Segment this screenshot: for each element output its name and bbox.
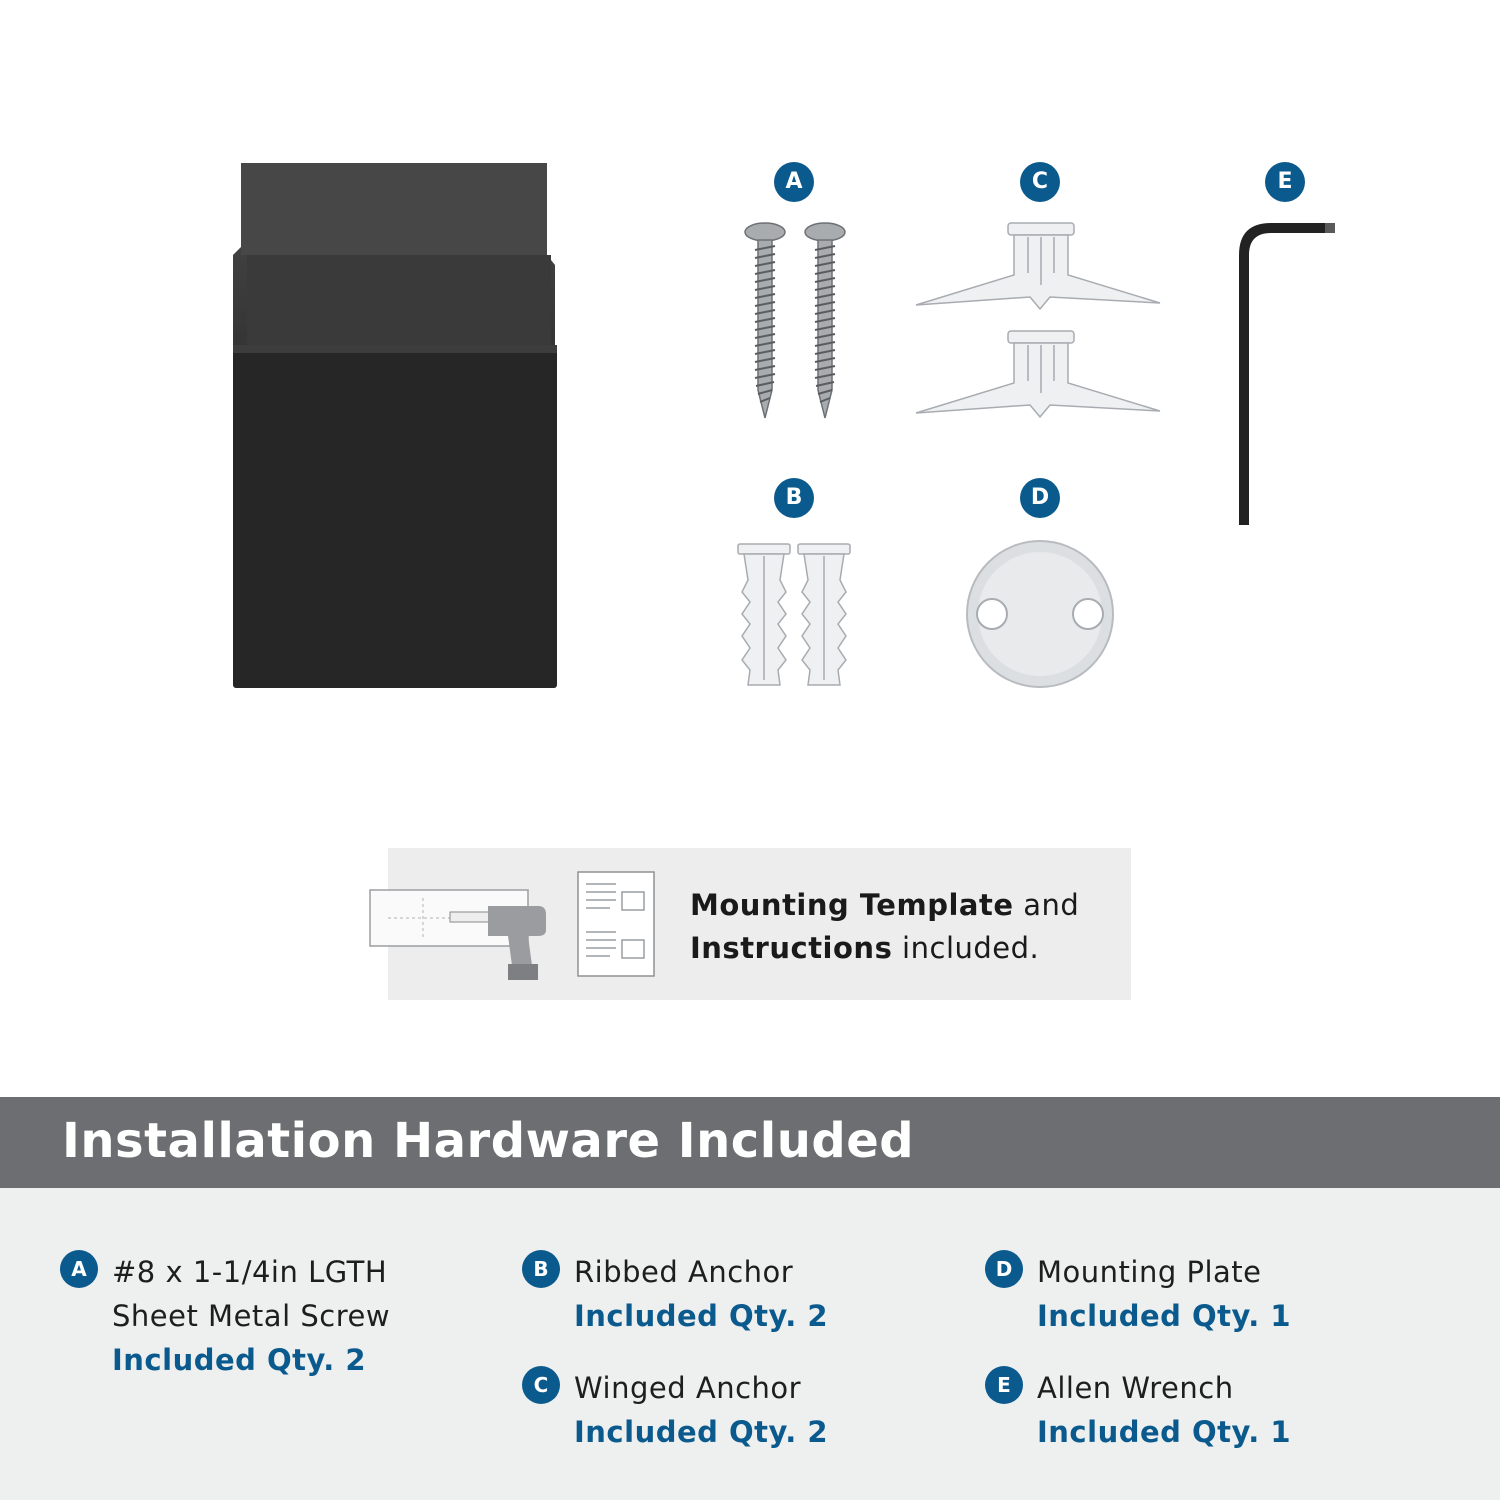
section-banner <box>0 1097 1500 1188</box>
badge-d: D <box>1020 478 1060 518</box>
legend-item-d-qty: Included Qty. 1 <box>1037 1299 1292 1333</box>
badge-c: C <box>1020 162 1060 202</box>
legend-item-a-qty: Included Qty. 2 <box>112 1343 367 1377</box>
legend-item-d-line-1: Mounting Plate <box>1037 1255 1262 1289</box>
legend-item-c-line-1: Winged Anchor <box>574 1371 802 1405</box>
drill-template-icon <box>368 884 553 984</box>
legend-item-b-line-1: Ribbed Anchor <box>574 1255 794 1289</box>
legend-item-e-line-1: Allen Wrench <box>1037 1371 1234 1405</box>
legend-item-e <box>985 1366 1291 1454</box>
badge-b: B <box>774 478 814 518</box>
allen-wrench-image <box>1225 215 1345 535</box>
instructions-document-icon <box>576 870 658 980</box>
hardware-legend <box>0 1188 1500 1500</box>
callout-bold-1: Mounting Template <box>690 888 1014 922</box>
legend-badge-e: E <box>985 1366 1023 1404</box>
legend-item-d <box>985 1250 1291 1338</box>
legend-item-a-line-1: #8 x 1-1/4in LGTH <box>112 1255 388 1289</box>
legend-item-b <box>522 1250 828 1338</box>
legend-badge-d: D <box>985 1250 1023 1288</box>
ribbed-anchors-image <box>730 540 860 695</box>
legend-badge-c: C <box>522 1366 560 1404</box>
legend-item-c <box>522 1366 828 1454</box>
product-knob-image <box>225 155 565 700</box>
callout-text-1: and <box>1013 888 1080 922</box>
callout-text-2: included. <box>892 931 1040 965</box>
legend-item-e-qty: Included Qty. 1 <box>1037 1415 1292 1449</box>
sheet-metal-screws-image <box>740 220 850 420</box>
legend-item-a <box>60 1250 390 1382</box>
legend-item-a-line-2: Sheet Metal Screw <box>112 1299 391 1333</box>
badge-a: A <box>774 162 814 202</box>
banner-title: Installation Hardware Included <box>62 1113 915 1169</box>
badge-e: E <box>1265 162 1305 202</box>
winged-anchors-image <box>910 215 1170 425</box>
legend-item-b-qty: Included Qty. 2 <box>574 1299 829 1333</box>
legend-item-c-qty: Included Qty. 2 <box>574 1415 829 1449</box>
callout-bold-2: Instructions <box>690 931 893 965</box>
callout-text <box>690 884 1079 970</box>
legend-badge-b: B <box>522 1250 560 1288</box>
legend-badge-a: A <box>60 1250 98 1288</box>
mounting-plate-image <box>960 540 1120 690</box>
mounting-template-callout <box>388 848 1131 1000</box>
